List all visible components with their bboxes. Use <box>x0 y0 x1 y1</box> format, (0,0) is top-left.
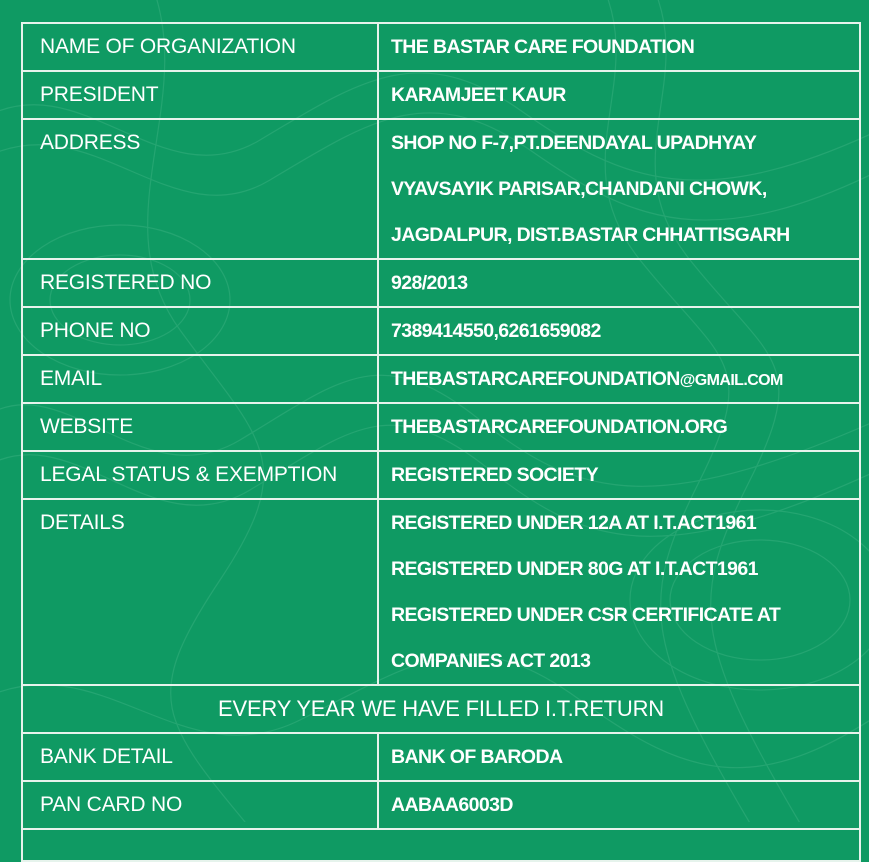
organization-label: NAME OF ORGANIZATION <box>22 23 378 71</box>
website-label: WEBSITE <box>22 403 378 451</box>
table-row <box>22 259 860 307</box>
organization-info-table <box>21 22 861 862</box>
table-row <box>22 23 860 71</box>
pan-value: AABAA6003D <box>378 781 860 829</box>
registered-no-value: 928/2013 <box>378 259 860 307</box>
website-value[interactable]: THEBASTARCAREFOUNDATION.ORG <box>378 403 860 451</box>
address-label: ADDRESS <box>22 119 378 259</box>
address-line: JAGDALPUR, DIST.BASTAR CHHATTISGARH <box>391 224 790 246</box>
president-label: PRESIDENT <box>22 71 378 119</box>
legal-status-label: LEGAL STATUS & EXEMPTION <box>22 451 378 499</box>
bank-value: BANK OF BARODA <box>378 733 860 781</box>
details-line: REGISTERED UNDER 12A AT I.T.ACT1961 <box>391 512 757 534</box>
legal-status-value: REGISTERED SOCIETY <box>378 451 860 499</box>
table-row <box>22 403 860 451</box>
table-row <box>22 119 860 259</box>
address-line: VYAVSAYIK PARISAR,CHANDANI CHOWK, <box>391 178 767 200</box>
phone-value: 7389414550,6261659082 <box>378 307 860 355</box>
it-return-notice: EVERY YEAR WE HAVE FILLED I.T.RETURN <box>22 685 860 733</box>
organization-value: THE BASTAR CARE FOUNDATION <box>378 23 860 71</box>
table-row <box>22 307 860 355</box>
details-label: DETAILS <box>22 499 378 685</box>
address-value <box>378 119 860 259</box>
email-value[interactable] <box>378 355 860 403</box>
details-line: REGISTERED UNDER CSR CERTIFICATE AT <box>391 604 781 626</box>
address-line: SHOP NO F-7,PT.DEENDAYAL UPADHYAY <box>391 132 757 154</box>
table-row <box>22 71 860 119</box>
table-row <box>22 499 860 685</box>
email-domain: @GMAIL.COM <box>679 372 783 389</box>
email-local-part: THEBASTARCAREFOUNDATION <box>391 368 680 390</box>
details-value <box>378 499 860 685</box>
email-label: EMAIL <box>22 355 378 403</box>
phone-label: PHONE NO <box>22 307 378 355</box>
empty-row <box>22 829 860 861</box>
table-row <box>22 733 860 781</box>
table-row <box>22 829 860 861</box>
table-row <box>22 355 860 403</box>
bank-label: BANK DETAIL <box>22 733 378 781</box>
president-value: KARAMJEET KAUR <box>378 71 860 119</box>
registered-no-label: REGISTERED NO <box>22 259 378 307</box>
pan-label: PAN CARD NO <box>22 781 378 829</box>
details-line: REGISTERED UNDER 80G AT I.T.ACT1961 <box>391 558 758 580</box>
table-row <box>22 451 860 499</box>
table-row <box>22 685 860 733</box>
details-line: COMPANIES ACT 2013 <box>391 650 591 672</box>
